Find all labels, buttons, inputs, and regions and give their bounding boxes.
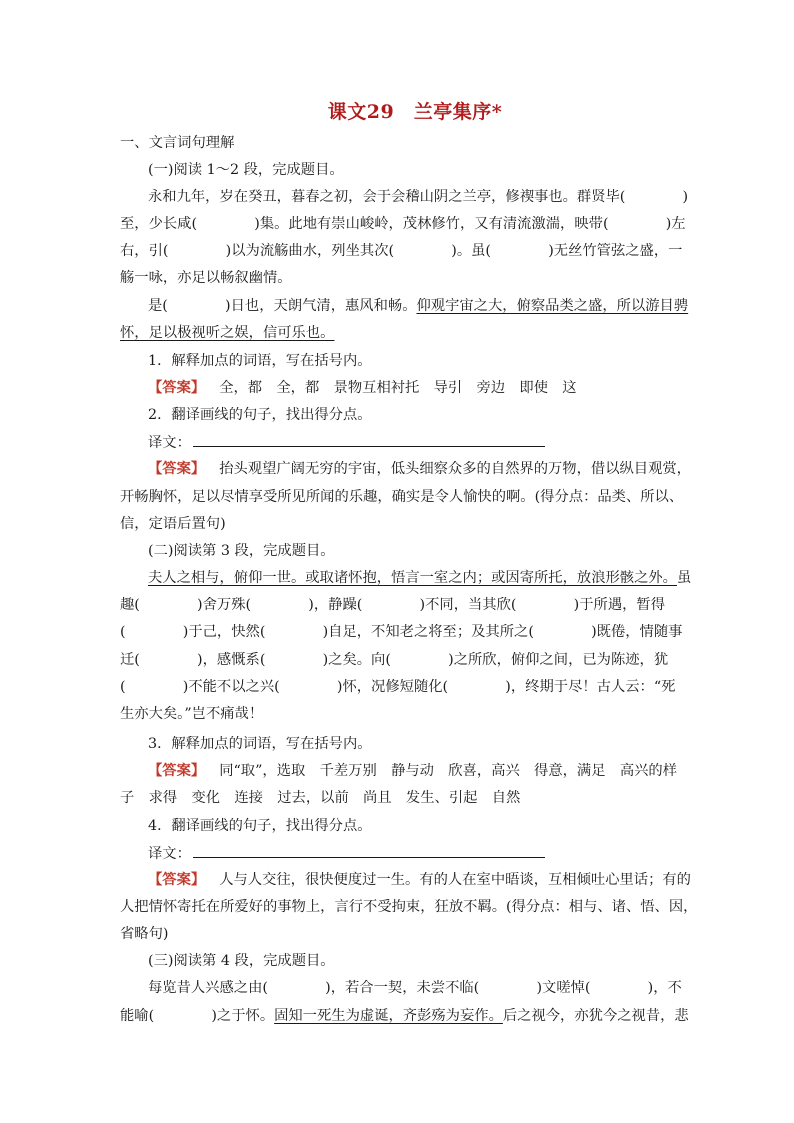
underlined-sentence: 固知一死生为虚诞，齐彭殇为妄作。 [274,1008,503,1024]
passage-text: 后之视今，亦犹今之视昔，悲 [502,1008,689,1024]
subsection-heading-2: (二)阅读第 3 段，完成题目。 [148,543,335,559]
answer-text: 人与人交往，很快便度过一生。有的人在室中晤谈，互相倾吐心里话；有的 [219,872,691,888]
answer-4 [148,870,691,890]
question-2: 2．翻译画线的句子，找出得分点。 [148,407,372,423]
translation-label: 译文： [148,846,191,862]
page-title: 课文29 兰亭集序* [327,101,503,123]
answer-4-cont: 省略句) [120,926,169,942]
answer-label: 【答案】 [148,763,206,779]
translation-field[interactable] [148,843,545,864]
passage-line: 生亦大矣。”岂不痛哉！ [120,706,264,722]
subsection-heading-1: (一)阅读 1～2 段，完成题目。 [148,162,344,178]
passage-line: 右，引( )以为流觞曲水，列坐其次( )。虽( )无丝竹管弦之盛，一 [120,243,683,259]
question-4: 4．翻译画线的句子，找出得分点。 [148,818,372,834]
answer-label: 【答案】 [148,872,206,888]
answer-label: 【答案】 [148,380,206,396]
underlined-sentence: 怀，足以极视听之娱，信可乐也。 [120,325,335,341]
underlined-sentence: 仰观宇宙之大，俯察品类之盛，所以游目骋 [416,298,689,314]
passage-text: 能喻( )之于怀。 [120,1008,275,1024]
translation-blank-line[interactable] [193,432,545,447]
question-3: 3．解释加点的词语，写在括号内。 [148,736,372,752]
passage-line: 趣( )舍万殊( )，静躁( )不同，当其欣( )于所遇，暂得 [120,597,666,613]
underlined-sentence: 夫人之相与，俯仰一世。或取诸怀抱，悟言一室之内；或因寄所托，放浪形骸之外。 [148,570,677,586]
translation-blank-line[interactable] [193,843,545,858]
passage-line: 永和九年，岁在癸丑，暮春之初，会于会稽山阴之兰亭，修禊事也。群贤毕( ) [148,189,689,205]
passage-line: 觞一咏，亦足以畅叙幽情。 [120,270,292,286]
passage-line [120,323,334,343]
passage-line [148,568,691,588]
answer-3 [148,761,677,781]
passage-text: 虽 [676,570,692,586]
subsection-heading-3: (三)阅读第 4 段，完成题目。 [148,953,335,969]
translation-label: 译文： [148,435,191,451]
question-1: 1．解释加点的词语，写在括号内。 [148,353,372,369]
answer-3-cont: 子 求得 变化 连接 过去，以前 尚且 发生、引起 自然 [120,790,521,806]
answer-label: 【答案】 [148,461,206,477]
passage-text: 是( )日也，天朗气清，惠风和畅。 [148,298,417,314]
answer-1 [148,378,577,398]
answer-2-cont: 开畅胸怀，足以尽情享受所见所闻的乐趣，确实是令人愉快的啊。(得分点：品类、所以、 [120,489,684,505]
answer-2-cont: 信，定语后置句) [120,516,226,532]
answer-4-cont: 人把情怀寄托在所爱好的事物上，言行不受拘束，狂放不羁。(得分点：相与、诸、悟、因， [120,899,698,915]
passage-line: 至，少长咸( )集。此地有崇山峻岭，茂林修竹，又有清流激湍，映带( )左 [120,216,686,232]
passage-line [120,1006,689,1026]
answer-text: 同“取”，选取 千差万别 静与动 欣喜，高兴 得意，满足 高兴的样 [219,763,678,779]
passage-line: 每览昔人兴感之由( )，若合一契，未尝不临( )文嗟悼( )，不 [148,980,682,996]
section-heading: 一、文言词句理解 [120,135,235,151]
passage-line [148,296,688,316]
passage-line: 迁( )，感慨系( )之矣。向( )之所欣，俯仰之间，已为陈迹，犹 [120,652,669,668]
passage-line: ( )于己，快然( )自足，不知老之将至；及其所之( )既倦，情随事 [120,624,683,640]
translation-field[interactable] [148,432,545,453]
answer-2 [148,459,691,479]
answer-text: 全，都 全，都 景物互相衬托 导引 旁边 即使 这 [219,380,577,396]
passage-line: ( )不能不以之兴( )怀，况修短随化( )，终期于尽！古人云：“死 [120,679,676,695]
answer-text: 抬头观望广阔无穷的宇宙，低头细察众多的自然界的万物，借以纵目观赏， [219,461,691,477]
